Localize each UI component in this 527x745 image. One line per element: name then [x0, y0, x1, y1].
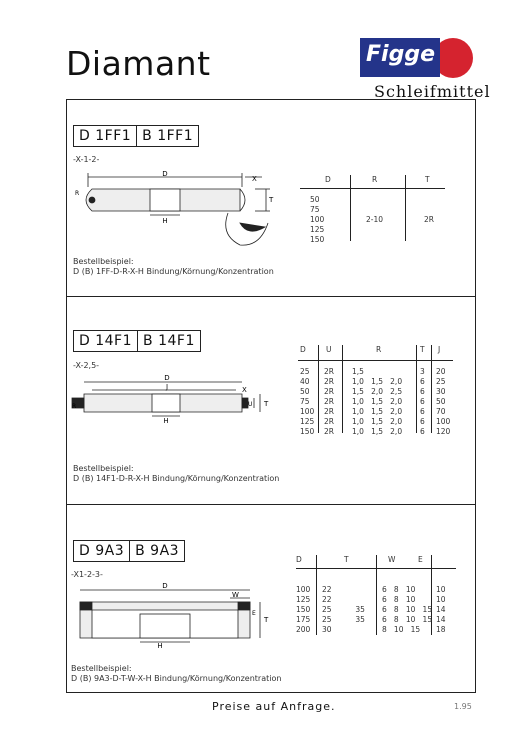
table-cell: 150 [296, 605, 311, 614]
table-cell: 10 [436, 595, 446, 604]
table-cell: 6 8 10 [382, 585, 416, 594]
label-e: E [252, 610, 256, 617]
table-header: U [326, 345, 332, 354]
label-x: X [252, 175, 257, 183]
order-example-label: Bestellbeispiel: [73, 464, 134, 473]
table-header: D [325, 175, 331, 184]
table-header: D [300, 345, 306, 354]
table-cell: 1,0 1,5 2,0 [352, 407, 403, 416]
brand-subtitle: Schleifmittel [374, 82, 491, 101]
product-code-box [73, 540, 185, 562]
table-cell: 8 10 15 [382, 625, 421, 634]
table-cell: 2-10 [366, 215, 384, 224]
table-cell: 25 [436, 377, 446, 386]
label-r: R [72, 403, 77, 410]
table-cell: 1,5 2,0 2,5 [352, 387, 403, 396]
table-cell: 3 [420, 367, 425, 376]
label-w: W [232, 591, 239, 599]
table-cell: 100 [296, 585, 311, 594]
order-example-text: D (B) 9A3-D-T-W-X-H Bindung/Körnung/Konzentration [71, 674, 282, 683]
table-cell: 6 [420, 397, 425, 406]
table-row [298, 377, 458, 387]
drawing-14f1 [70, 372, 280, 427]
table-cell: 14 [436, 615, 446, 624]
table-row [298, 397, 458, 407]
product-code-d: D 1FF1 [79, 128, 132, 144]
table-cell: 14 [436, 605, 446, 614]
table-cell: 2R [324, 367, 334, 376]
table-header: R [376, 345, 382, 354]
table-cell: 2R [324, 407, 334, 416]
dimension-table [298, 345, 458, 435]
table-cell: 30 [322, 625, 332, 634]
table-cell: 1,0 1,5 2,0 [352, 417, 403, 426]
label-t: T [264, 400, 269, 408]
table-cell: 50 [310, 195, 320, 204]
drawing-9a3 [70, 578, 285, 648]
table-cell: 6 [420, 387, 425, 396]
table-header: T [425, 175, 430, 184]
table-cell: 6 8 10 15 [382, 605, 433, 614]
table-cell: 2R [324, 417, 334, 426]
table-header: T [420, 345, 425, 354]
product-code-b: B 9A3 [129, 541, 184, 561]
page-number: 1.95 [454, 702, 472, 711]
product-code-box [73, 330, 201, 352]
shape-pattern: -X-1-2- [73, 155, 100, 164]
drawing-1ff1 [70, 165, 280, 255]
table-cell: 25 [300, 367, 310, 376]
label-h: H [163, 417, 169, 425]
order-example-label: Bestellbeispiel: [71, 664, 132, 673]
table-cell: 6 [420, 377, 425, 386]
table-cell: 2R [324, 387, 334, 396]
price-note: Preise auf Anfrage. [212, 700, 336, 713]
table-cell: 50 [300, 387, 310, 396]
section-divider [66, 504, 476, 505]
table-header: E [418, 555, 423, 564]
table-row [296, 615, 461, 625]
table-cell: 125 [296, 595, 311, 604]
table-cell: 150 [310, 235, 325, 244]
table-header: R [372, 175, 378, 184]
table-cell: 75 [310, 205, 320, 214]
table-cell: 6 [420, 417, 425, 426]
table-row [296, 605, 461, 615]
table-cell: 20 [436, 367, 446, 376]
label-d: D [164, 374, 170, 382]
brand-logo: Figge [366, 42, 435, 67]
table-cell: 30 [436, 387, 446, 396]
table-row [298, 367, 458, 377]
table-cell: 18 [436, 625, 446, 634]
table-row [298, 427, 458, 437]
table-row [298, 417, 458, 427]
table-cell: 175 [296, 615, 311, 624]
label-h: H [162, 217, 168, 225]
page-title: Diamant [66, 44, 211, 83]
table-cell: 70 [436, 407, 446, 416]
d-values [310, 195, 324, 245]
table-cell: 2R [424, 215, 434, 224]
table-body [298, 367, 458, 437]
table-cell: 1,5 [352, 367, 364, 376]
product-code-b: B 1FF1 [136, 126, 198, 146]
table-cell: 10 [436, 585, 446, 594]
table-cell: 120 [436, 427, 451, 436]
section-divider [66, 296, 476, 297]
table-cell: 22 [322, 595, 332, 604]
table-cell: 100 [300, 407, 315, 416]
label-d: D [162, 170, 168, 178]
label-t: T [269, 196, 274, 204]
table-cell: 6 [420, 407, 425, 416]
table-header: D [296, 555, 302, 564]
table-row [296, 595, 461, 605]
label-j: J [165, 383, 169, 391]
table-row [298, 407, 458, 417]
table-header: W [388, 555, 396, 564]
table-cell: 6 8 10 15 [382, 615, 433, 624]
table-cell: 22 [322, 585, 332, 594]
table-cell: 1,0 1,5 2,0 [352, 377, 403, 386]
table-cell: 2R [324, 427, 334, 436]
table-cell: 6 [420, 427, 425, 436]
product-code-d: D 9A3 [79, 543, 125, 559]
table-cell: 50 [436, 397, 446, 406]
table-cell: 1,0 1,5 2,0 [352, 427, 403, 436]
table-cell: 25 35 [322, 615, 365, 624]
table-cell: 2R [324, 377, 334, 386]
label-r: R [75, 190, 80, 197]
table-cell: 125 [310, 225, 325, 234]
table-cell: 100 [436, 417, 451, 426]
label-h: H [157, 642, 163, 648]
product-code-box [73, 125, 199, 147]
dimension-table [296, 555, 461, 635]
product-code-b: B 14F1 [137, 331, 200, 351]
table-cell: 40 [300, 377, 310, 386]
table-cell: 150 [300, 427, 315, 436]
table-cell: 125 [300, 417, 315, 426]
table-cell: 100 [310, 215, 325, 224]
table-cell: 6 8 10 [382, 595, 416, 604]
table-cell: 25 35 [322, 605, 365, 614]
table-row [296, 585, 461, 595]
dimension-table [300, 175, 460, 245]
table-body [296, 585, 461, 635]
table-cell: 2R [324, 397, 334, 406]
label-u: U [248, 401, 253, 408]
shape-pattern: -X1-2-3- [71, 570, 103, 579]
label-d: D [162, 582, 168, 590]
product-code-d: D 14F1 [79, 333, 133, 349]
order-example-label: Bestellbeispiel: [73, 257, 134, 266]
shape-pattern: -X-2,5- [73, 361, 100, 370]
table-header: T [344, 555, 349, 564]
table-cell: 75 [300, 397, 310, 406]
label-x: X [242, 386, 247, 394]
table-row [296, 625, 461, 635]
table-cell: 200 [296, 625, 311, 634]
order-example-text: D (B) 14F1-D-R-X-H Bindung/Körnung/Konzentration [73, 474, 280, 483]
table-header: J [438, 345, 441, 354]
table-row [298, 387, 458, 397]
order-example-text: D (B) 1FF-D-R-X-H Bindung/Körnung/Konzentration [73, 267, 274, 276]
label-t: T [264, 616, 269, 624]
table-cell: 1,0 1,5 2,0 [352, 397, 403, 406]
